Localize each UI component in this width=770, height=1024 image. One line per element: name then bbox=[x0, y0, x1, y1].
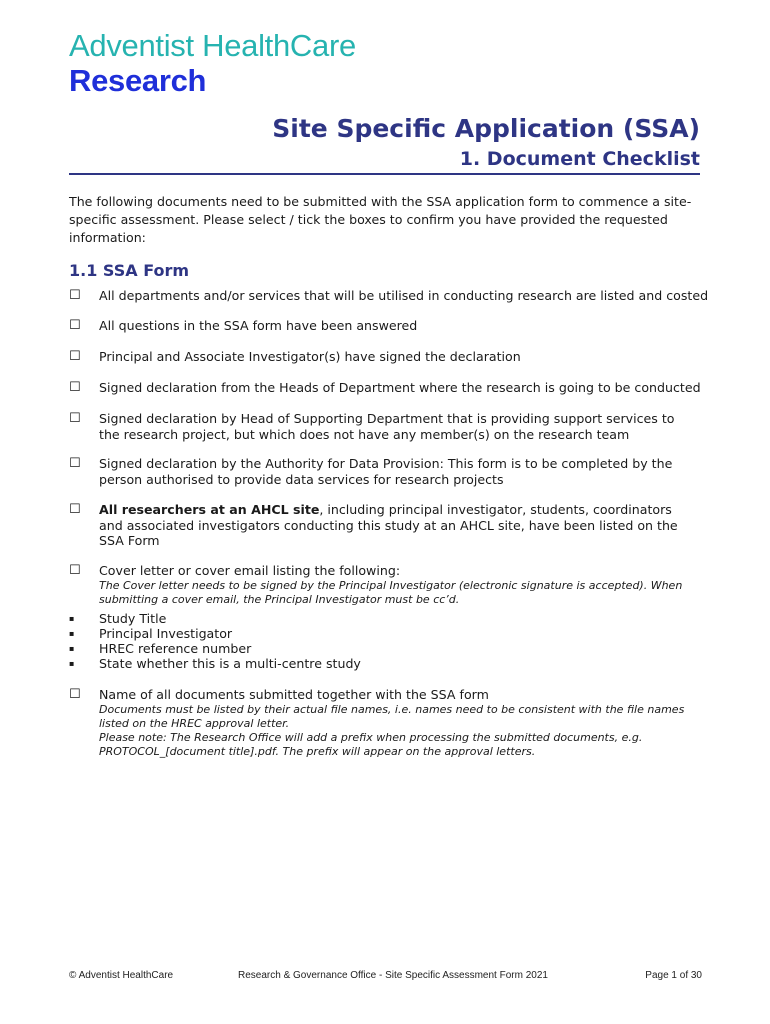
checkbox[interactable]: ☐ bbox=[69, 380, 81, 395]
checklist-item bbox=[69, 288, 709, 304]
checklist-item-text: All questions in the SSA form have been answered bbox=[99, 318, 418, 333]
page-subtitle: 1. Document Checklist bbox=[459, 148, 700, 170]
checkbox[interactable]: ☐ bbox=[69, 318, 81, 333]
checklist-item-rest: , including principal investigator, students, coordinators and associated investigators conducting this study at an AHCL site, have been listed on the SSA Form bbox=[99, 502, 678, 548]
logo-line-1: Adventist HealthCare bbox=[69, 28, 356, 63]
bullet-item bbox=[69, 656, 699, 671]
intro-paragraph: The following documents need to be submitted with the SSA application form to commence a site-specific assessment. Please select / tick the boxes to confirm you have provided the requested information: bbox=[69, 194, 692, 245]
bullet-item bbox=[69, 611, 699, 626]
checkbox[interactable]: ☐ bbox=[69, 502, 81, 517]
checkbox[interactable]: ☐ bbox=[69, 349, 81, 364]
bullet-text: Principal Investigator bbox=[99, 625, 233, 641]
checklist-item-text: Signed declaration by Head of Supporting Department that is providing support services to the research project, but which does not have any member(s) on the research team bbox=[99, 411, 675, 442]
checklist-item-note: The Cover letter needs to be signed by the Principal Investigator (electronic signature is accepted). When submitting a cover email, the Principal Investigator must be cc’d. bbox=[99, 578, 683, 606]
bullet-list bbox=[69, 611, 699, 672]
checklist-item bbox=[69, 411, 699, 442]
bullet-text: HREC reference number bbox=[99, 641, 252, 657]
checklist-item-note-2: Please note: The Research Office will add a prefix when processing the submitted documents, e.g. PROTOCOL_[document title].pdf. The prefix will appear on the approval letters. bbox=[99, 730, 643, 758]
footer-copyright: © Adventist HealthCare bbox=[69, 970, 174, 981]
logo bbox=[69, 30, 356, 96]
checklist-item-text: Principal and Associate Investigator(s) have signed the declaration bbox=[99, 349, 521, 364]
checklist-item bbox=[69, 318, 709, 334]
checklist-item bbox=[69, 502, 699, 549]
bullet-item bbox=[69, 626, 699, 641]
checklist-item-note: Documents must be listed by their actual file names, i.e. names need to be consistent with the file names listed on the HREC approval letter. bbox=[99, 702, 685, 730]
checklist-item-text: Signed declaration from the Heads of Department where the research is going to be conducted bbox=[99, 380, 701, 395]
bullet-text: Study Title bbox=[99, 610, 167, 626]
checkbox[interactable]: ☐ bbox=[69, 288, 81, 303]
checkbox[interactable]: ☐ bbox=[69, 411, 81, 426]
checklist-item-text: Signed declaration by the Authority for Data Provision: This form is to be completed by the person authorised to provide data services for research projects bbox=[99, 456, 673, 487]
checkbox[interactable]: ☐ bbox=[69, 563, 81, 578]
header-divider bbox=[69, 173, 700, 175]
checklist-item-text: Cover letter or cover email listing the following: bbox=[99, 563, 401, 578]
checkbox[interactable]: ☐ bbox=[69, 456, 81, 471]
checklist-item bbox=[69, 687, 699, 759]
checkbox[interactable]: ☐ bbox=[69, 687, 81, 702]
page-title: Site Specific Application (SSA) bbox=[272, 114, 700, 143]
footer-title: Research & Governance Office - Site Specific Assessment Form 2021 bbox=[238, 970, 548, 981]
bullet-marker: ▪ bbox=[69, 659, 75, 669]
checklist-item bbox=[69, 380, 709, 396]
checklist-item-text: All departments and/or services that will be utilised in conducting research are listed and costed bbox=[99, 288, 709, 303]
logo-line-2: Research bbox=[69, 63, 207, 98]
bullet-item bbox=[69, 641, 699, 656]
footer-page-number: Page 1 of 30 bbox=[645, 970, 702, 981]
bullet-marker: ▪ bbox=[69, 613, 75, 623]
checklist-item bbox=[69, 349, 709, 365]
bullet-marker: ▪ bbox=[69, 628, 75, 638]
bullet-text: State whether this is a multi-centre study bbox=[99, 656, 361, 672]
checklist-item-text bbox=[99, 502, 699, 549]
section-heading: 1.1 SSA Form bbox=[69, 261, 190, 280]
checklist-item bbox=[69, 563, 699, 672]
checklist-item-text: Name of all documents submitted together with the SSA form bbox=[99, 687, 489, 702]
bullet-marker: ▪ bbox=[69, 644, 75, 654]
checklist-item bbox=[69, 456, 699, 487]
checklist-item-bold: All researchers at an AHCL site bbox=[99, 502, 320, 517]
